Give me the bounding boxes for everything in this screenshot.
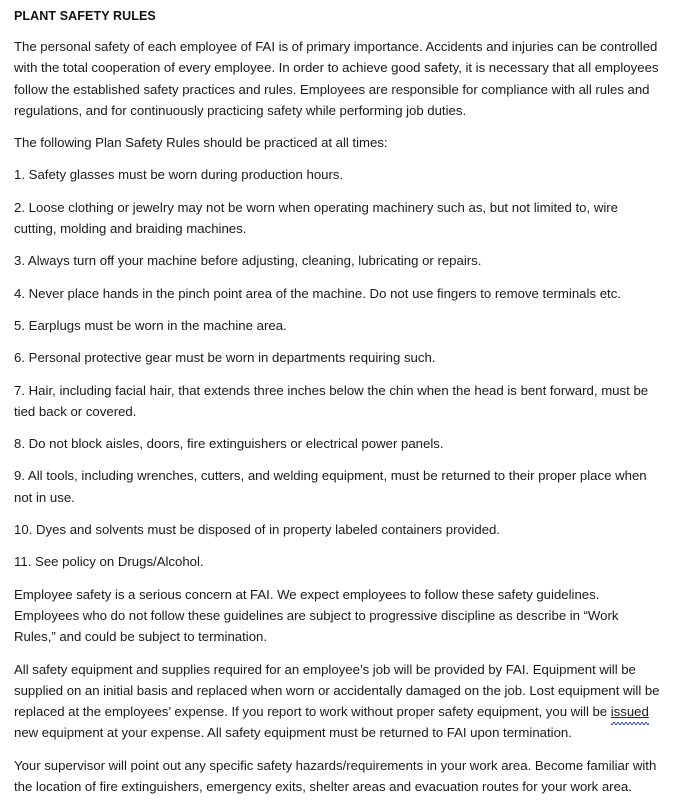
list-item: 11. See policy on Drugs/Alcohol. — [14, 554, 204, 570]
list-item: 5. Earplugs must be worn in the machine area. — [14, 317, 287, 333]
list-item: 10. Dyes and solvents must be disposed of in property labeled containers provided. — [14, 522, 501, 538]
list-item: 4. Never place hands in the pinch point area of the machine. Do not use fingers to remove terminals etc. — [14, 285, 621, 301]
spellcheck-flagged-word[interactable]: issued — [611, 701, 649, 722]
discipline-paragraph: Employee safety is a serious concern at FAI. We expect employees to follow these safety guidelines. Employees who do not follow these guidelines are subject to progressive discipline as describe in “Work Rules,” and could be subject to termination. — [14, 586, 619, 645]
equipment-paragraph — [14, 659, 662, 744]
list-item: 6. Personal protective gear must be worn in departments requiring such. — [14, 350, 436, 366]
list-item: 2. Loose clothing or jewelry may not be worn when operating machinery such as, but not limited to, wire cutting, molding and braiding machines. — [14, 199, 619, 237]
page-title: PLANT SAFETY RULES — [14, 9, 156, 23]
equipment-text-after: new equipment at your expense. All safety equipment must be returned to FAI upon termination. — [14, 725, 572, 741]
list-item: 3. Always turn off your machine before adjusting, cleaning, lubricating or repairs. — [14, 253, 482, 269]
list-lead-in-paragraph: The following Plan Safety Rules should be practiced at all times: — [14, 135, 388, 151]
supervisor-paragraph: Your supervisor will point out any specific safety hazards/requirements in your work area. Become familiar with the location of fire extinguishers, emergency exits, shelter areas and evacuation routes for your work area. — [14, 757, 657, 795]
equipment-text-before: All safety equipment and supplies required for an employee’s job will be provided by FAI. Equipment will be supplied on an initial basis and replaced when worn or accidentally damaged on the job. Lost equipment will be replaced at the employees’ expense. If you report to work without proper safety equipment, you will be — [14, 661, 660, 720]
list-item: 9. All tools, including wrenches, cutters, and welding equipment, must be returned to their proper place when not in use. — [14, 468, 647, 505]
intro-paragraph: The personal safety of each employee of FAI is of primary importance. Accidents and injuries can be controlled with the total cooperation of every employee. In order to achieve good safety, it is necessary that all employees follow the established safety practices and rules. Employees are responsible for compliance with all rules and regulations, and for continuously practicing safety while performing job duties. — [14, 39, 659, 118]
list-item: 8. Do not block aisles, doors, fire extinguishers or electrical power panels. — [14, 436, 444, 452]
safety-rules-list — [14, 164, 661, 572]
list-item: 7. Hair, including facial hair, that extends three inches below the chin when the head is bent forward, must be tied back or covered. — [14, 382, 649, 419]
list-item: 1. Safety glasses must be worn during production hours. — [14, 167, 344, 183]
